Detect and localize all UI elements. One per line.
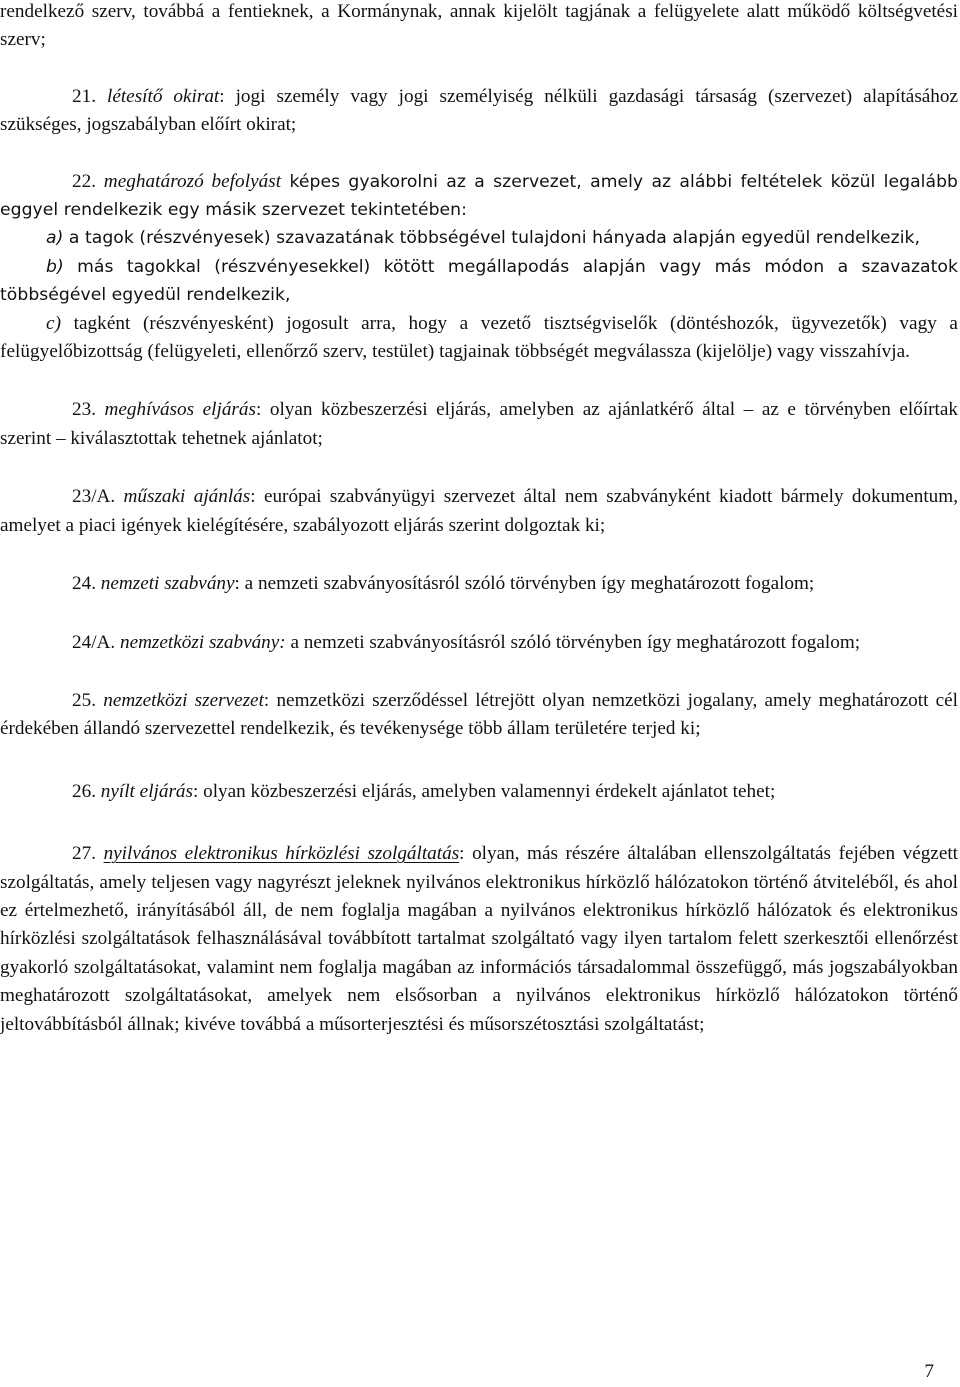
definition-number: 27. [72, 843, 96, 865]
page-number: 7 [924, 1361, 934, 1382]
definition-text: : olyan, más részére általában ellenszolgáltatás fejében végzett szolgáltatás, amely teljesen vagy nagyrészt jeleknek nyilvános elektronikus hírközlő hálózatokon történő átviteléből, és ahol ez értelmezhető, irányításából áll, de nem foglalja magában a nyilvános elektronikus hírközlő hálózatok és elektronikus hírközlési szolgáltatások felhasználásával továbbított tartalmat szolgáltató vagy ilyen tartalom felett szerkesztői ellenőrzést gyakorló szolgáltatásokat, valamint nem foglalja magában az információs társadalommal összefüggő, más jogszabályokban meghatározott szolgáltatásokat, amelyek nem elsősorban a nyilvános elektronikus hírközlő hálózatokon történő jeltovábbításból állnak; kivéve továbbá a műsorterjesztési és műsorszétosztási szolgáltatást; [0, 843, 959, 1035]
definition-number: 23. [72, 399, 96, 421]
subpoint-label: a) [46, 228, 64, 249]
definition-23a [0, 483, 958, 540]
definition-text: : a nemzeti szabványosításról szóló törvényben így meghatározott fogalom; [234, 573, 815, 595]
definition-number: 24/A. [72, 631, 116, 653]
definition-number: 24. [72, 573, 96, 595]
intro-paragraph [0, 0, 958, 55]
definition-24 [0, 570, 958, 598]
definition-22-subpoint-b [0, 253, 958, 310]
definition-number: 25. [72, 689, 96, 711]
definition-22 [0, 168, 958, 225]
definition-25 [0, 687, 958, 744]
definition-text: a nemzeti szabványosításról szóló törvényben így meghatározott fogalom; [285, 631, 861, 653]
definition-22-subpoint-c [0, 310, 958, 367]
defined-term: meghatározó befolyást [103, 170, 282, 192]
definition-text: képes gyakorolni az a szervezet, amely az alábbi feltételek közül legalább eggyel rendelkezik egy másik szervezet tekintetében: [0, 171, 958, 221]
defined-term: nemzetközi szabvány: [119, 631, 286, 653]
subpoint-text: a tagok (részvényesek) szavazatának többségével tulajdoni hányada alapján egyedül rendelkezik, [63, 228, 921, 249]
defined-term: nyilvános elektronikus hírközlési szolgáltatás [103, 843, 460, 865]
defined-term: nemzetközi szervezet [103, 689, 264, 711]
subpoint-text: tagként (részvényesként) jogosult arra, hogy a vezető tisztségviselők (döntéshozók, ügyvezetők) vagy a felügyelőbizottság (felügyeleti, ellenőrző szerv, testület) tagjainak többségét megválassza (kijelölje) vagy visszahívja. [0, 312, 958, 363]
definition-number: 22. [72, 170, 97, 192]
definition-text: : nemzetközi szerződéssel létrejött olyan nemzetközi jogalany, amely meghatározott cél érdekében állandó szervezettel rendelkezik, és tevékenysége több állam területére terjed ki; [0, 689, 958, 740]
definition-text: : olyan közbeszerzési eljárás, amelyben valamennyi érdekelt ajánlatot tehet; [192, 780, 776, 802]
subpoint-label: b) [46, 256, 64, 277]
intro-text: rendelkező szerv, továbbá a fentieknek, a Kormánynak, annak kijelölt tagjának a felügyelete alatt működő költségvetési szerv; [0, 1, 958, 51]
definition-22-block [0, 168, 958, 367]
defined-term: létesítő okirat [107, 85, 220, 107]
definition-27 [0, 840, 958, 1039]
subpoint-label: c) [46, 312, 62, 334]
definition-26 [0, 778, 958, 806]
defined-term: nyílt eljárás [100, 780, 193, 802]
definition-22-subpoint-a [0, 224, 958, 252]
definition-24a [0, 629, 958, 657]
definition-21 [0, 83, 958, 140]
defined-term: nemzeti szabvány [100, 573, 235, 595]
definition-text: : európai szabványügyi szervezet által nem szabványként kiadott bármely dokumentum, amelyet a piaci igények kielégítésére, szabályozott eljárás szerint dolgoztak ki; [0, 486, 958, 536]
definition-text: : olyan közbeszerzési eljárás, amelyben az ajánlatkérő által – az e törvényben előírtak szerint – kiválasztottak tehetnek ajánlatot; [0, 399, 958, 449]
subpoint-text: más tagokkal (részvényesekkel) kötött megállapodás alapján vagy más módon a szavazatok többségével egyedül rendelkezik, [0, 256, 958, 306]
defined-term: műszaki ajánlás [123, 486, 251, 508]
definition-number: 21. [72, 85, 96, 107]
definition-number: 23/A. [72, 486, 116, 508]
definition-number: 26. [72, 780, 96, 802]
definition-23 [0, 396, 958, 453]
defined-term: meghívásos eljárás [104, 399, 256, 421]
definition-text: : jogi személy vagy jogi személyiség nélküli gazdasági társaság (szervezet) alapításához szükséges, jogszabályban előírt okirat; [0, 85, 959, 136]
